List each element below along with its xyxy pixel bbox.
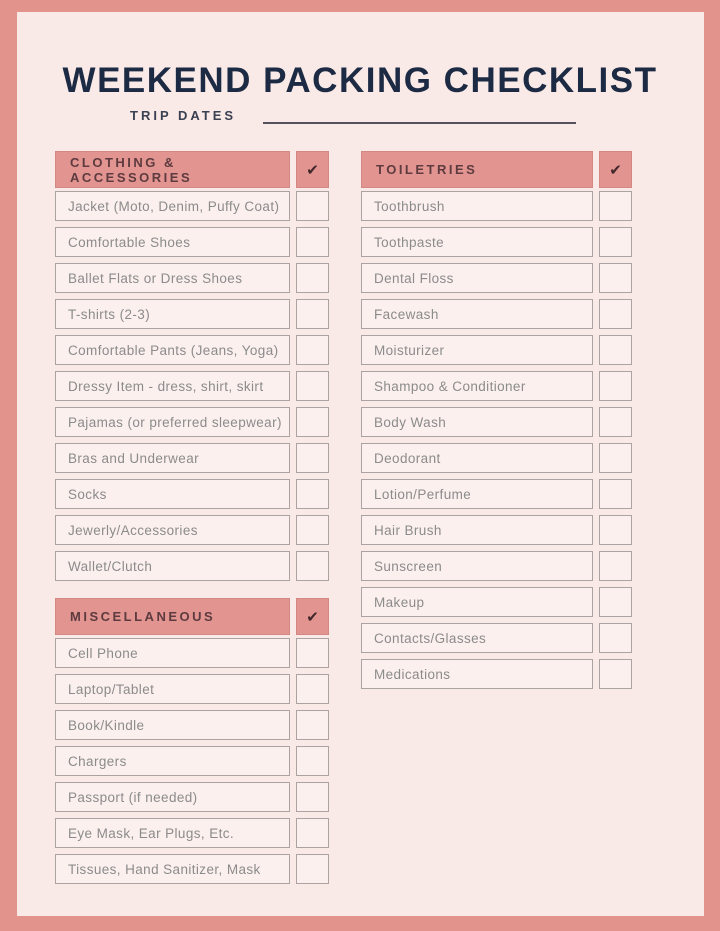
checklist-item-row [55, 638, 329, 668]
checklist-item-label: Facewash [361, 299, 593, 329]
checklist-item-checkbox[interactable] [599, 479, 632, 509]
checklist-item-label: Shampoo & Conditioner [361, 371, 593, 401]
checklist-item-checkbox[interactable] [296, 782, 329, 812]
section-header [361, 151, 632, 188]
checklist-item-checkbox[interactable] [599, 335, 632, 365]
checklist-item-row [361, 587, 632, 617]
checklist-item-row [55, 191, 329, 221]
checklist-item-row [55, 263, 329, 293]
checklist-item-checkbox[interactable] [296, 335, 329, 365]
checklist-item-checkbox[interactable] [296, 674, 329, 704]
checklist-section [55, 151, 329, 581]
checklist-item-row [361, 407, 632, 437]
checklist-item-row [55, 746, 329, 776]
checklist-item-row [361, 515, 632, 545]
right-column [361, 151, 632, 689]
checklist-item-row [55, 335, 329, 365]
checklist-item-label: Passport (if needed) [55, 782, 290, 812]
checklist-section [361, 151, 632, 689]
checklist-item-label: T-shirts (2-3) [55, 299, 290, 329]
checklist-item-label: Bras and Underwear [55, 443, 290, 473]
checklist-item-checkbox[interactable] [296, 227, 329, 257]
checklist-item-label: Toothpaste [361, 227, 593, 257]
checklist-item-checkbox[interactable] [296, 263, 329, 293]
checklist-item-label: Moisturizer [361, 335, 593, 365]
section-body [55, 191, 329, 581]
checklist-item-checkbox[interactable] [296, 515, 329, 545]
checklist-item-checkbox[interactable] [599, 515, 632, 545]
checklist-item-checkbox[interactable] [296, 854, 329, 884]
section-body [55, 638, 329, 884]
check-icon: ✔ [296, 598, 329, 635]
checklist-item-checkbox[interactable] [296, 479, 329, 509]
checklist-item-label: Pajamas (or preferred sleepwear) [55, 407, 290, 437]
checklist-item-label: Wallet/Clutch [55, 551, 290, 581]
checklist-item-label: Medications [361, 659, 593, 689]
checklist-item-checkbox[interactable] [296, 746, 329, 776]
checklist-item-label: Body Wash [361, 407, 593, 437]
checklist-item-label: Cell Phone [55, 638, 290, 668]
checklist-item-label: Dental Floss [361, 263, 593, 293]
checklist-item-label: Socks [55, 479, 290, 509]
checklist-item-checkbox[interactable] [599, 407, 632, 437]
checklist-item-label: Sunscreen [361, 551, 593, 581]
checklist-item-checkbox[interactable] [296, 407, 329, 437]
checklist-item-checkbox[interactable] [296, 299, 329, 329]
section-title: CLOTHING & ACCESSORIES [55, 151, 290, 188]
check-icon: ✔ [599, 151, 632, 188]
section-title: TOILETRIES [361, 151, 593, 188]
section-body [361, 191, 632, 689]
checklist-item-row [55, 227, 329, 257]
checklist-item-row [55, 782, 329, 812]
checklist-item-checkbox[interactable] [296, 443, 329, 473]
checklist-item-label: Comfortable Shoes [55, 227, 290, 257]
checklist-item-label: Eye Mask, Ear Plugs, Etc. [55, 818, 290, 848]
checklist-item-label: Lotion/Perfume [361, 479, 593, 509]
checklist-item-row [361, 659, 632, 689]
checklist-item-label: Contacts/Glasses [361, 623, 593, 653]
checklist-item-checkbox[interactable] [599, 551, 632, 581]
checklist-item-label: Tissues, Hand Sanitizer, Mask [55, 854, 290, 884]
section-header [55, 598, 329, 635]
checklist-item-checkbox[interactable] [599, 191, 632, 221]
checklist-item-checkbox[interactable] [599, 623, 632, 653]
checklist-item-row [361, 263, 632, 293]
checklist-item-row [55, 299, 329, 329]
checklist-item-checkbox[interactable] [296, 710, 329, 740]
checklist-item-row [361, 227, 632, 257]
checklist-item-checkbox[interactable] [296, 191, 329, 221]
checklist-item-row [361, 443, 632, 473]
check-icon: ✔ [296, 151, 329, 188]
checklist-item-row [361, 371, 632, 401]
checklist-item-label: Hair Brush [361, 515, 593, 545]
checklist-item-row [361, 479, 632, 509]
checklist-item-label: Dressy Item - dress, shirt, skirt [55, 371, 290, 401]
checklist-item-label: Jacket (Moto, Denim, Puffy Coat) [55, 191, 290, 221]
checklist-item-label: Jewerly/Accessories [55, 515, 290, 545]
checklist-item-checkbox[interactable] [599, 587, 632, 617]
trip-dates-field [130, 108, 576, 124]
page-title: WEEKEND PACKING CHECKLIST [62, 61, 658, 101]
checklist-item-checkbox[interactable] [599, 659, 632, 689]
checklist-item-checkbox[interactable] [599, 299, 632, 329]
checklist-item-label: Ballet Flats or Dress Shoes [55, 263, 290, 293]
left-column [55, 151, 329, 884]
checklist-item-checkbox[interactable] [296, 638, 329, 668]
checklist-item-row [55, 515, 329, 545]
checklist-item-row [361, 191, 632, 221]
checklist-item-row [55, 674, 329, 704]
checklist-item-checkbox[interactable] [599, 371, 632, 401]
checklist-item-checkbox[interactable] [599, 443, 632, 473]
checklist-item-label: Toothbrush [361, 191, 593, 221]
checklist-item-checkbox[interactable] [296, 551, 329, 581]
checklist-item-checkbox[interactable] [296, 818, 329, 848]
checklist-section [55, 598, 329, 884]
checklist-item-label: Book/Kindle [55, 710, 290, 740]
checklist-item-checkbox[interactable] [599, 263, 632, 293]
checklist-item-row [361, 335, 632, 365]
checklist-item-row [361, 299, 632, 329]
checklist-item-label: Deodorant [361, 443, 593, 473]
section-title: MISCELLANEOUS [55, 598, 290, 635]
checklist-item-row [55, 551, 329, 581]
checklist-item-row [55, 854, 329, 884]
checklist-item-row [55, 818, 329, 848]
checklist-item-row [361, 551, 632, 581]
checklist-item-checkbox[interactable] [599, 227, 632, 257]
trip-dates-label: TRIP DATES [130, 108, 237, 123]
checklist-item-row [55, 407, 329, 437]
trip-dates-line[interactable] [263, 108, 576, 124]
checklist-item-label: Makeup [361, 587, 593, 617]
section-header [55, 151, 329, 188]
checklist-item-label: Chargers [55, 746, 290, 776]
checklist-item-label: Laptop/Tablet [55, 674, 290, 704]
checklist-item-row [361, 623, 632, 653]
checklist-item-row [55, 710, 329, 740]
checklist-item-row [55, 371, 329, 401]
checklist-item-row [55, 479, 329, 509]
checklist-item-checkbox[interactable] [296, 371, 329, 401]
checklist-item-label: Comfortable Pants (Jeans, Yoga) [55, 335, 290, 365]
checklist-item-row [55, 443, 329, 473]
